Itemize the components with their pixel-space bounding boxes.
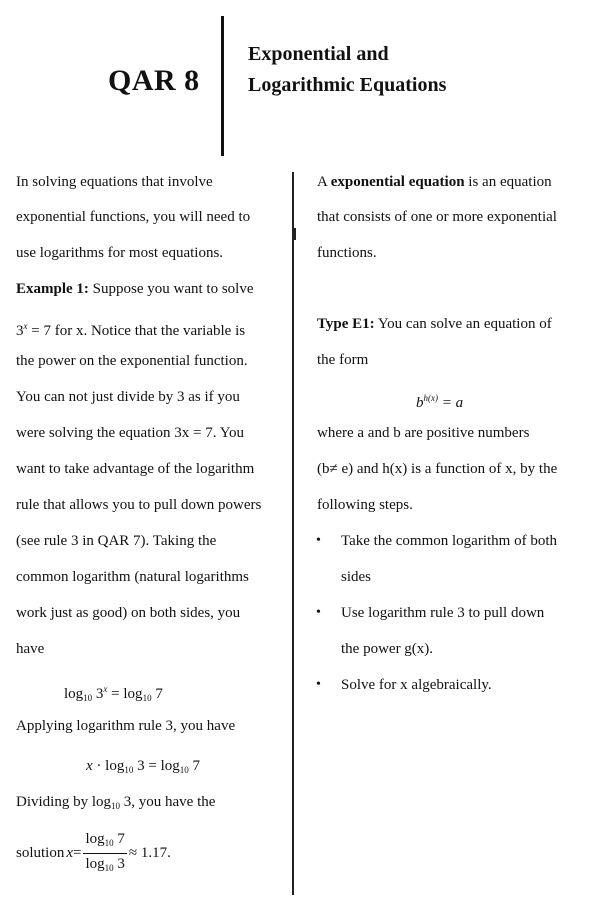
equation-exponent: x [23, 321, 28, 331]
form-exponent: h(x) [423, 393, 438, 403]
text-span: A [317, 174, 331, 190]
dividing-line [16, 793, 215, 815]
number: 7 [155, 686, 163, 702]
text-line: Applying logarithm rule 3, you have [16, 718, 236, 734]
text-line: You can not just divide by 3 as if you [16, 389, 240, 405]
definition-term: exponential equation [330, 174, 465, 190]
period: . [167, 845, 171, 861]
approx-value: ≈ 1.17 [128, 845, 168, 861]
bullet-marker: • [316, 677, 321, 692]
log-equation-2 [86, 757, 200, 779]
text-line: functions. [317, 245, 377, 261]
equals-sign: = [144, 758, 161, 774]
list-item: Take the common logarithm of both [341, 533, 557, 549]
list-item-continuation: the power g(x). [341, 641, 434, 657]
variable: x [66, 845, 74, 861]
solving-line [16, 424, 244, 442]
log-word: log [123, 686, 143, 702]
log-subscript: 10 [124, 765, 134, 775]
text-line: want to take advantage of the logarithm [16, 461, 255, 477]
example-line [16, 280, 254, 298]
log-word: log [91, 794, 112, 810]
type-label: Type E1: [317, 316, 375, 332]
text-span: . You [212, 425, 245, 441]
solution-fraction [83, 830, 126, 877]
text-line: following steps. [317, 497, 413, 513]
number: 3 [123, 794, 132, 810]
text-line: the power on the exponential function. [16, 353, 248, 369]
text-line: exponential functions, you will need to [16, 209, 251, 225]
text-span: Dividing by [16, 794, 92, 810]
text-line: rule that allows you to pull down powers [16, 497, 262, 513]
topic-title-line-1: Exponential and [248, 43, 389, 65]
equals-sign: = [107, 686, 124, 702]
bullet-marker: • [316, 605, 321, 620]
type-line [317, 315, 552, 333]
log-word: log [64, 686, 84, 702]
log-word: log [160, 758, 180, 774]
example-label: Example 1: [16, 281, 89, 297]
column-divider-tick [294, 228, 296, 240]
number: 7 [192, 758, 200, 774]
dot-operator: · [92, 758, 106, 774]
text-span: , you have the [131, 794, 216, 810]
text-line: work just as good) on both sides, you [16, 605, 241, 621]
text-line: that consists of one or more exponential [317, 209, 557, 225]
form-rhs: = a [438, 395, 464, 411]
fraction-numerator [83, 830, 126, 854]
number: 3 [117, 855, 125, 872]
log-word: log [85, 855, 105, 872]
text-line: (see rule 3 in QAR 7). Taking the [16, 533, 217, 549]
text-line: use logarithms for most equations. [16, 245, 224, 261]
equation-rhs: = 7 [27, 323, 51, 339]
equals-sign: = [73, 845, 82, 861]
log-subscript: 10 [104, 837, 114, 848]
log-word: log [105, 758, 125, 774]
number: 7 [117, 830, 125, 847]
text-span: is an equation [464, 174, 552, 190]
list-item-continuation: sides [341, 569, 371, 585]
number: 3 [137, 758, 145, 774]
list-item: Use logarithm rule 3 to pull down [341, 605, 545, 621]
variable: x [86, 758, 93, 774]
text-line: (b≠ e) and h(x) is a function of x, by the [317, 461, 558, 477]
variable: x [103, 684, 108, 694]
inline-equation: 3x = 7 [174, 425, 213, 441]
text-span: were solving the equation [16, 425, 175, 441]
text-span: for x. Notice that the variable is [50, 323, 246, 339]
text-line: have [16, 641, 45, 657]
text-line: common logarithm (natural logarithms [16, 569, 249, 585]
solution-line [16, 832, 171, 874]
text-span: solution [16, 845, 65, 861]
bullet-marker: • [316, 533, 321, 548]
title-divider [221, 16, 224, 156]
text-line: In solving equations that involve [16, 174, 213, 190]
text-line: the form [317, 352, 369, 368]
log-subscript: 10 [111, 801, 121, 811]
list-item: Solve for x algebraically. [341, 677, 492, 693]
log-subscript: 10 [179, 765, 189, 775]
qar-title: QAR 8 [108, 64, 200, 97]
form-equation [416, 389, 463, 412]
log-word: log [85, 830, 105, 847]
text-span: Suppose you want to solve [88, 281, 254, 297]
column-divider [292, 172, 294, 895]
log-subscript: 10 [104, 862, 114, 873]
form-base: b [416, 395, 424, 411]
text-span: You can solve an equation of [374, 316, 552, 332]
number: 3 [95, 686, 104, 702]
topic-title-line-2: Logarithmic Equations [248, 74, 447, 96]
example-equation-line [16, 317, 245, 340]
equation-base: 3 [16, 323, 24, 339]
definition-line [317, 173, 552, 191]
fraction-denominator [83, 854, 126, 877]
log-subscript: 10 [83, 693, 93, 703]
log-subscript: 10 [142, 693, 152, 703]
text-line: where a and b are positive numbers [317, 425, 530, 441]
log-equation-1 [64, 680, 163, 707]
